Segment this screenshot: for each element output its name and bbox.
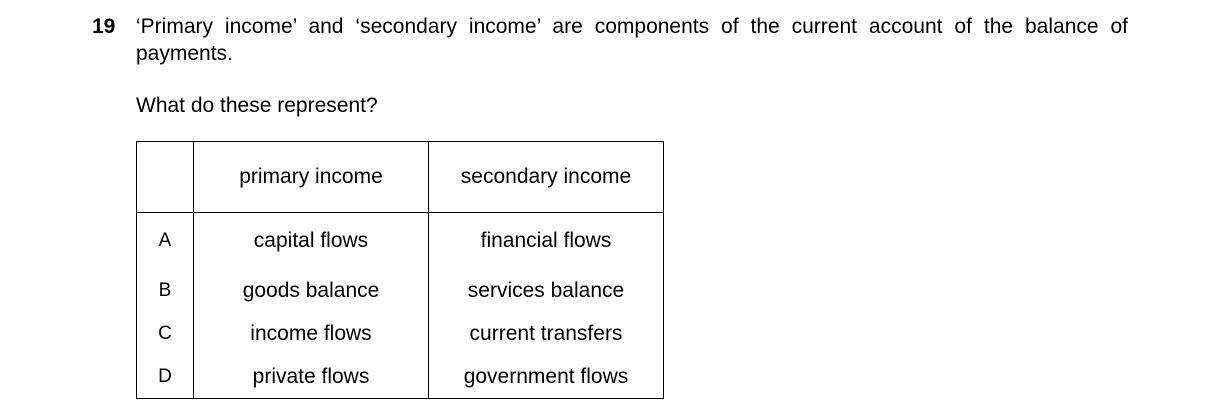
answer-options-table [136, 141, 664, 399]
option-row-c [137, 313, 664, 357]
option-letter: A [137, 213, 194, 270]
option-row-a [137, 213, 664, 270]
secondary-income-cell: government flows [429, 356, 664, 399]
header-blank-cell [137, 142, 194, 213]
option-row-d [137, 356, 664, 399]
option-letter: C [137, 313, 194, 357]
header-secondary-income: secondary income [429, 142, 664, 213]
secondary-income-cell: current transfers [429, 313, 664, 357]
secondary-income-cell: financial flows [429, 213, 664, 270]
secondary-income-cell: services balance [429, 269, 664, 313]
primary-income-cell: goods balance [194, 269, 429, 313]
question-prompt: What do these represent? [136, 94, 378, 117]
question-stem: ‘Primary income’ and ‘secondary income’ are components of the current account of the balance of payments. [136, 15, 1128, 65]
option-row-b [137, 269, 664, 313]
primary-income-cell: capital flows [194, 213, 429, 270]
primary-income-cell: private flows [194, 356, 429, 399]
option-letter: B [137, 269, 194, 313]
table-header-row [137, 142, 664, 213]
question-number: 19 [92, 15, 116, 38]
header-primary-income: primary income [194, 142, 429, 213]
primary-income-cell: income flows [194, 313, 429, 357]
option-letter: D [137, 356, 194, 399]
